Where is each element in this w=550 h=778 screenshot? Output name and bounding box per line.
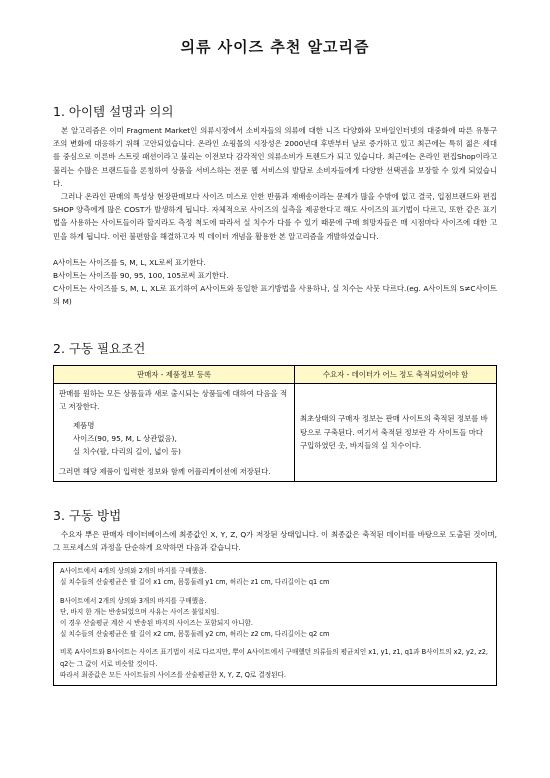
seller-item: 사이즈(90, 95, M, L 상관없음), [73,434,177,444]
definition-site-a: A사이트는 사이즈를 S, M, L, XL로써 표기한다. [53,257,206,267]
method-line: B사이트에서 2개의 상의와 3개의 바지를 구매했음. [60,596,207,605]
method-line: 실 치수들의 산술평균은 팔 길이 x2 cm, 몸통둘레 y2 cm, 허리는 z2 cm, 다리길이는 q2 cm [60,630,330,639]
section1-heading: 1. 아이템 설명과 의의 [53,104,174,119]
section1-paragraph-2: 그러나 온라인 판매의 특성상 현장판매보다 사이즈 미스로 인한 반품과 재배송이라는 문제가 많을 수밖에 없고 결국, 입점브랜드와 편집SHOP 양측에게 많은 COST가 발생하게 됩니다. 자체적으로 사이즈의 실측을 제공한다고 해도 사이즈의 표기법이 다르고, 또한 같은 표기법을 사용하는 사이트들이라 할지라도 측정 척도에 따라서 실 치수가 다를 수 있기 때문에 구매 희망자들은 매 시점마다 사이즈에 대한 고민을 하게 됩니다. 이런 불편함을 해결하고자 빅 데이터 개념을 활용한 본 알고리즘을 개발하였습니다. [53,192,497,241]
seller-items [59,419,289,459]
page-title: 의류 사이즈 추천 알고리즘 [180,38,370,56]
seller-outro: 그러면 해당 제품이 입력한 정보와 함께 어플리케이션에 저장된다. [59,466,271,476]
section1-body [53,124,497,309]
section3-intro: 수요자 뿌은 판매자 데이터베이스에 최종값인 X, Y, Z, Q가 저장된 상태입니다. 이 최종값은 축적된 데이터를 바탕으로 도출된 것이며, 그 프로세스의 과정을 단순하게 요약하면 다음과 같습니다. [53,529,497,553]
method-line: 이 경우 산술평균 계산 시 반송된 바지의 사이즈는 포함되지 아니함. [60,619,253,628]
definition-site-c: C사이트는 사이즈를 S, M, L, XL로 표기하여 A사이트와 동일한 표기방법을 사용하나, 실 치수는 사뭇 다르다.(eg. A사이트의 S≠C사이트의 M) [53,284,497,307]
buyer-cell: 최초상태의 구매자 정보는 판매 사이트의 축적된 정보를 바탕으로 구축된다. 여기서 축적된 정보란 각 사이트들 마다 구입하였던 옷, 바지들의 실 치수이다. [295,383,497,481]
definition-site-b: B사이트는 사이즈를 90, 95, 100, 105로써 표기한다. [53,271,229,281]
method-line: 실 치수들의 산술평균은 팔 길이 x1 cm, 몸통둘레 y1 cm, 허리는 z1 cm, 다리길이는 q1 cm [60,578,330,587]
section3-heading: 3. 구동 방법 [53,507,122,523]
requirements-table [53,365,497,482]
seller-intro: 판매를 원하는 모든 상품들과 새로 출시되는 상품들에 대하여 다음을 적고 저장한다. [59,388,288,411]
seller-item: 제품명 [73,421,95,431]
buyer-header: 수요자 - 데이터가 어느 정도 축적되었어야 함 [295,365,497,383]
method-summary-box [53,562,497,686]
method-line: 따라서 최종값은 모든 사이트들의 사이즈를 산술평균한 X, Y, Z, Q로 결정된다. [60,670,286,679]
method-line: 단, 바지 한 개는 반송되었으며 사유는 사이즈 불일치임. [60,607,219,616]
method-block-site-a [60,566,490,588]
site-definitions [53,256,497,309]
method-block-conclusion [60,647,490,681]
method-line: A사이트에서 4개의 상의와 2개의 바지를 구매했음. [60,567,207,576]
seller-header: 판매자 - 제품정보 등록 [54,365,295,383]
method-line: 비록 A사이트와 B사이트는 사이즈 표기법이 서로 다르지만, 뿌이 A사이트에서 구매했던 의류들의 평균치인 x1, y1, z1, q1과 B사이트의 x2, y2, z2, q2는 그 값이 서로 비슷할 것이다. [60,648,489,668]
section1-paragraph-1: 본 알고리즘은 이미 Fragment Market인 의류시장에서 소비자들의 의류에 대한 니즈 다양화와 모바일인터넷의 대중화에 따른 유통구조의 변화에 대응하기 위해 고안되었습니다. 온라인 쇼핑몰의 시장성은 2000년대 후반부터 날로 증가하고 있고 최근에는 특히 젊은 세대를 중심으로 이른바 스트릿 패션이라고 불리는 이전보다 감각적인 의류소비가 트렌드가 되고 있습니다. 최근에는 온라인 편집Shop이라고 불리는 수많은 브랜드들을 론칭하여 상품을 서비스하는 전문 웹 서비스의 발달로 소비자들에게 다양한 선택권을 보장할 수 있게 되었습니다. [53,126,497,188]
seller-item: 실 치수(팔, 다리의 길이, 넓이 등) [73,447,181,457]
seller-cell [54,383,295,481]
method-block-site-b [60,596,490,641]
section2-heading: 2. 구동 필요조건 [53,340,146,356]
